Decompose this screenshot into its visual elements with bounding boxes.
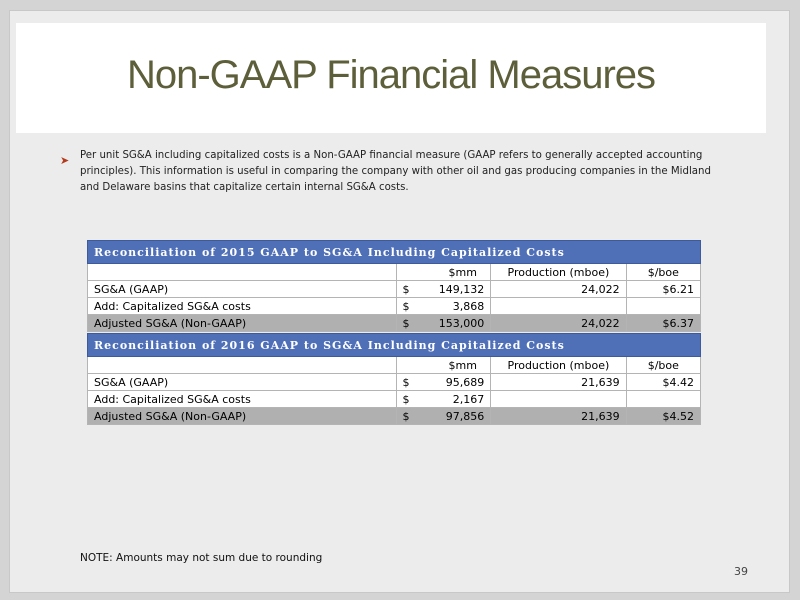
column-header-production: Production (mboe): [491, 264, 626, 281]
table-row: [88, 281, 701, 298]
table-heading-2015: Reconciliation of 2015 GAAP to SG&A Including Capitalized Costs: [88, 241, 701, 264]
reconciliation-table-2016: [87, 333, 701, 425]
table-row: [88, 298, 701, 315]
value-boe: [626, 391, 700, 408]
row-label: Adjusted SG&A (Non-GAAP): [88, 315, 397, 332]
dollar-sign: $: [396, 374, 417, 391]
dollar-sign: $: [396, 281, 417, 298]
table-heading-2016: Reconciliation of 2016 GAAP to SG&A Including Capitalized Costs: [88, 334, 701, 357]
column-header-mm: $mm: [396, 264, 491, 281]
value-mm: 153,000: [417, 315, 491, 332]
value-boe: $6.21: [626, 281, 700, 298]
row-label: Add: Capitalized SG&A costs: [88, 391, 397, 408]
value-boe: $4.42: [626, 374, 700, 391]
value-mm: 3,868: [417, 298, 491, 315]
page-number: 39: [734, 565, 748, 578]
dollar-sign: $: [396, 315, 417, 332]
value-production: 21,639: [491, 374, 626, 391]
dollar-sign: $: [396, 408, 417, 425]
table-row: [88, 391, 701, 408]
value-mm: 2,167: [417, 391, 491, 408]
row-label: Add: Capitalized SG&A costs: [88, 298, 397, 315]
column-header-boe: $/boe: [626, 357, 700, 374]
title-box: [16, 23, 766, 133]
row-label: SG&A (GAAP): [88, 374, 397, 391]
value-production: 24,022: [491, 281, 626, 298]
table-column-header-row: [88, 357, 701, 374]
value-production: [491, 298, 626, 315]
table-row: [88, 408, 701, 425]
reconciliation-table-2015: [87, 240, 701, 332]
value-mm: 97,856: [417, 408, 491, 425]
value-mm: 149,132: [417, 281, 491, 298]
row-label: Adjusted SG&A (Non-GAAP): [88, 408, 397, 425]
dollar-sign: $: [396, 391, 417, 408]
row-label: SG&A (GAAP): [88, 281, 397, 298]
table-row: [88, 374, 701, 391]
value-production: 21,639: [491, 408, 626, 425]
column-header-boe: $/boe: [626, 264, 700, 281]
column-header-production: Production (mboe): [491, 357, 626, 374]
value-mm: 95,689: [417, 374, 491, 391]
table-row: [88, 315, 701, 332]
value-boe: $6.37: [626, 315, 700, 332]
column-header-mm: $mm: [396, 357, 491, 374]
page-title: Non-GAAP Financial Measures: [126, 53, 656, 97]
value-boe: [626, 298, 700, 315]
bullet-arrow-icon: ➤: [60, 154, 70, 167]
value-boe: $4.52: [626, 408, 700, 425]
table-column-header-row: [88, 264, 701, 281]
value-production: [491, 391, 626, 408]
bullet-text: Per unit SG&A including capitalized costs is a Non-GAAP financial measure (GAAP refers to generally accepted accounting principles). This information is useful in comparing the company with other oil and gas producing companies in the Midland and Delaware basins that capitalize certain internal SG&A costs.: [80, 150, 711, 193]
dollar-sign: $: [396, 298, 417, 315]
footnote: NOTE: Amounts may not sum due to rounding: [80, 552, 323, 564]
value-production: 24,022: [491, 315, 626, 332]
